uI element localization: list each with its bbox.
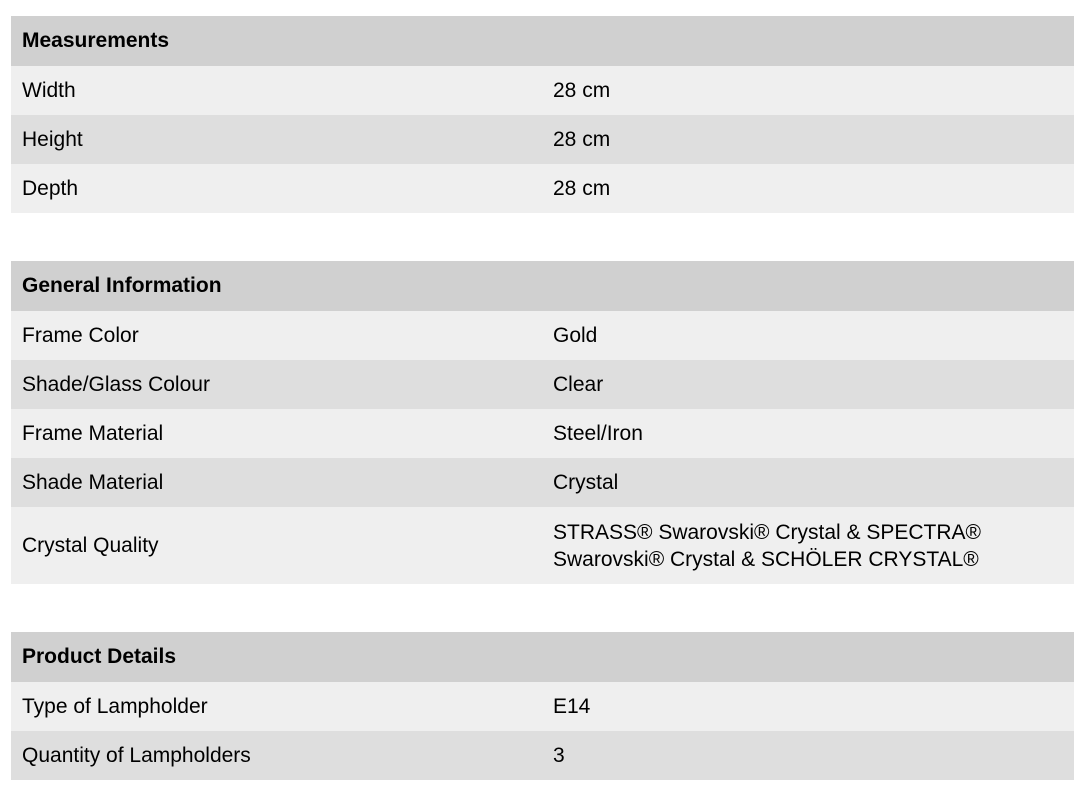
table-row [11,360,1074,409]
spec-label-width: Width [11,66,542,115]
general-information-section-title: General Information [11,261,1074,311]
spec-label-shade-material: Shade Material [11,458,542,507]
spec-value-shade-material: Crystal [542,458,1074,507]
table-row [11,458,1074,507]
spec-value-frame-color: Gold [542,311,1074,360]
spec-label-crystal-quality: Crystal Quality [11,507,542,584]
table-row [11,164,1074,213]
table-row [11,311,1074,360]
product-details-section-title: Product Details [11,632,1074,682]
spec-label-type-of-lampholder: Type of Lampholder [11,682,542,731]
spec-value-shade-glass-colour: Clear [542,360,1074,409]
spec-value-type-of-lampholder: E14 [542,682,1074,731]
table-row [11,66,1074,115]
crystal-quality-line-1: STRASS® Swarovski® Crystal & SPECTRA® [553,520,981,544]
table-row [11,115,1074,164]
measurements-header-row [11,16,1074,66]
spec-value-height: 28 cm [542,115,1074,164]
spec-value-frame-material: Steel/Iron [542,409,1074,458]
spec-value-quantity-of-lampholders: 3 [542,731,1074,780]
general-information-table [11,261,1074,584]
general-information-header-row [11,261,1074,311]
spec-label-height: Height [11,115,542,164]
table-row [11,507,1074,584]
spec-label-frame-color: Frame Color [11,311,542,360]
table-row [11,409,1074,458]
spec-value-crystal-quality [542,507,1074,584]
measurements-table [11,16,1074,213]
product-details-header-row [11,632,1074,682]
spec-value-width: 28 cm [542,66,1074,115]
spec-label-frame-material: Frame Material [11,409,542,458]
spec-label-quantity-of-lampholders: Quantity of Lampholders [11,731,542,780]
spec-value-depth: 28 cm [542,164,1074,213]
crystal-quality-line-2: Swarovski® Crystal & SCHÖLER CRYSTAL® [553,547,979,571]
spec-label-depth: Depth [11,164,542,213]
measurements-section-title: Measurements [11,16,1074,66]
spec-label-shade-glass-colour: Shade/Glass Colour [11,360,542,409]
table-row [11,682,1074,731]
table-row [11,731,1074,780]
product-details-table [11,632,1074,780]
